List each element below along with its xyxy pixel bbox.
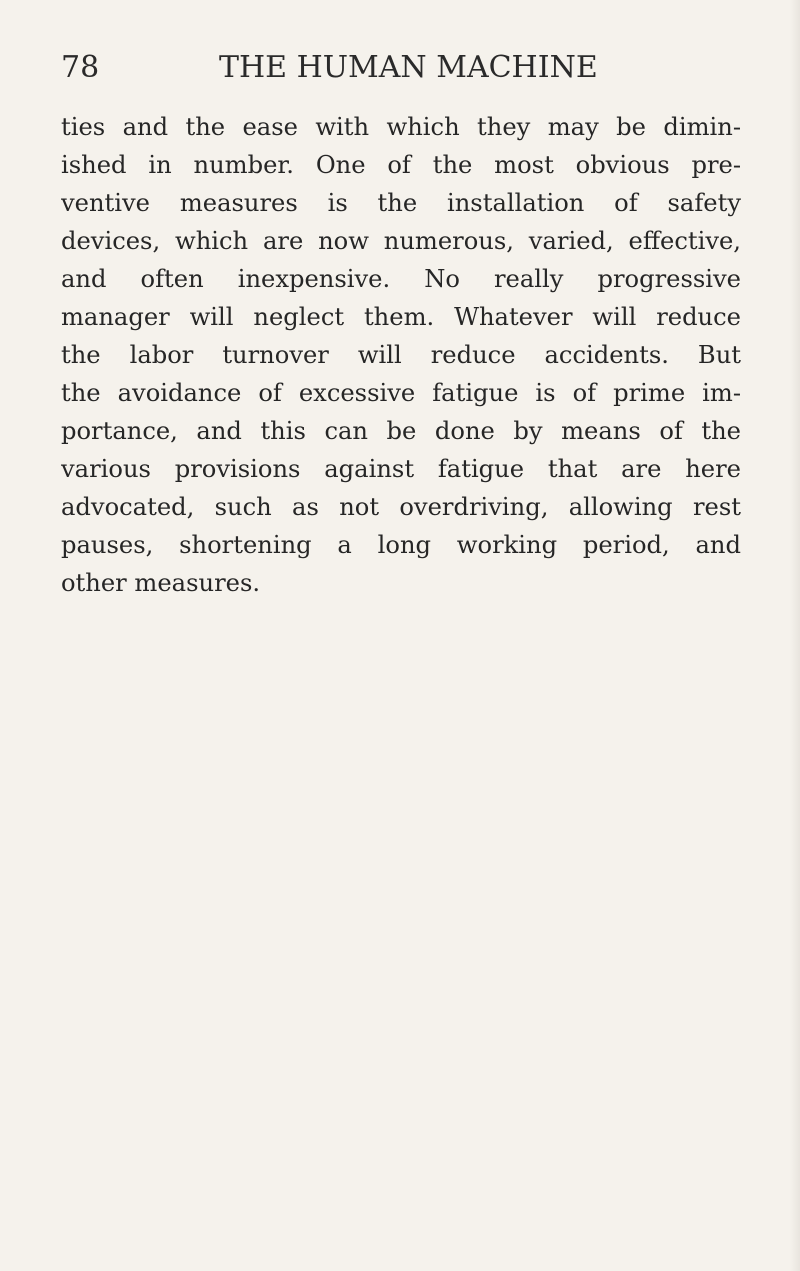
text-line: the labor turnover will reduce accidents. But bbox=[61, 341, 741, 369]
text-line: ished in number. One of the most obvious pre- bbox=[61, 151, 741, 179]
text-line: and often inexpensive. No really progressive bbox=[61, 265, 741, 293]
text-line: the avoidance of excessive fatigue is of prime im- bbox=[61, 379, 741, 407]
text-line: advocated, such as not overdriving, allowing rest bbox=[61, 493, 741, 521]
text-line-last: other measures. bbox=[61, 569, 261, 597]
text-line: devices, which are now numerous, varied, effective, bbox=[61, 227, 741, 255]
text-line: ties and the ease with which they may be dimin- bbox=[61, 113, 741, 141]
text-line: ventive measures is the installation of safety bbox=[61, 189, 741, 217]
text-line: portance, and this can be done by means of the bbox=[61, 417, 741, 445]
text-line: pauses, shortening a long working period, and bbox=[61, 531, 741, 559]
running-head bbox=[0, 48, 800, 88]
text-line: various provisions against fatigue that are here bbox=[61, 455, 741, 483]
page-edge-shadow bbox=[790, 0, 800, 1271]
running-title: THE HUMAN MACHINE bbox=[219, 50, 598, 85]
text-line: manager will neglect them. Whatever will reduce bbox=[61, 303, 741, 331]
body-paragraph bbox=[61, 108, 741, 602]
page-number: 78 bbox=[61, 50, 100, 85]
